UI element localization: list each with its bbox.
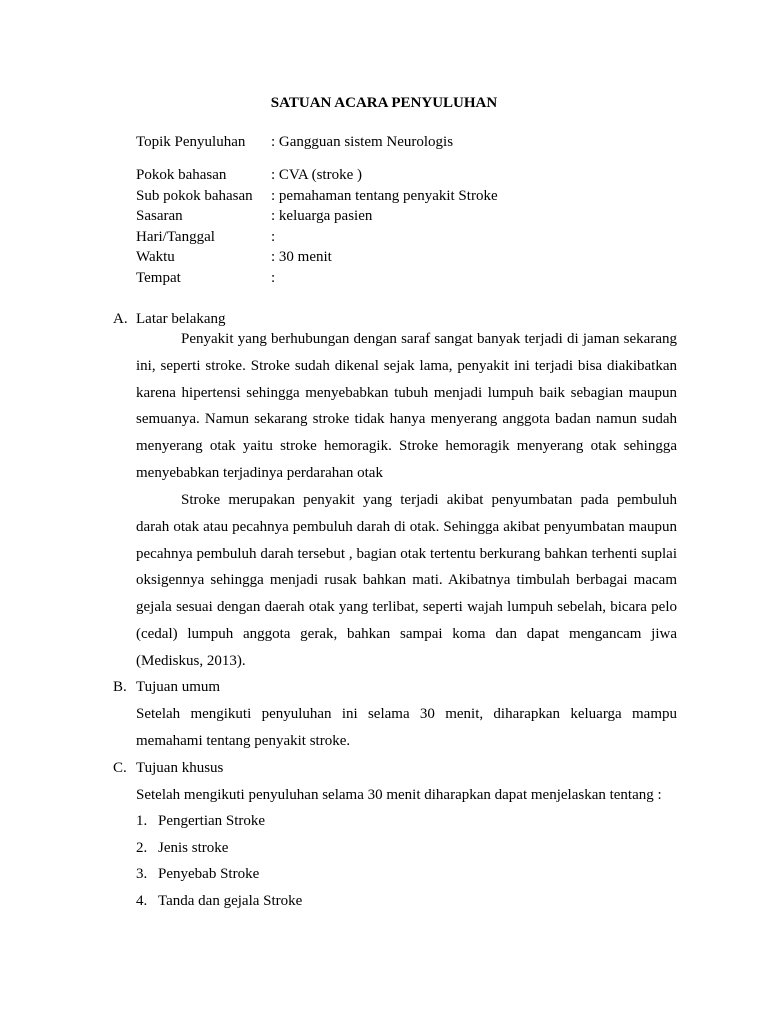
section-b-paragraph: [136, 701, 677, 755]
section-letter: B.: [113, 679, 127, 695]
section-a-paragraph-1: [136, 326, 677, 487]
text-line: Setelah mengikuti penyuluhan ini selama 30 menit, diharapkan keluarga mampu: [136, 706, 677, 722]
text-line: memahami tentang penyakit stroke.: [136, 732, 351, 749]
text-line: Penyakit yang berhubungan dengan saraf sangat banyak terjadi di jaman sekarang: [181, 331, 677, 347]
meta-value: : pemahaman tentang penyakit Stroke: [271, 188, 498, 204]
meta-row-tempat: [136, 268, 696, 288]
meta-row-sub-pokok-bahasan: [136, 186, 696, 206]
section-letter: A.: [113, 311, 128, 327]
meta-value: : Gangguan sistem Neurologis: [271, 134, 454, 150]
text-line: gejala sesuai dengan daerah otak yang terlibat, seperti wajah lumpuh sebelah, bicara pelo: [136, 599, 677, 616]
meta-value: : 30 menit: [271, 249, 332, 265]
list-number: 1.: [136, 813, 148, 829]
meta-label: Topik Penyuluhan: [136, 134, 246, 150]
list-item: [136, 811, 265, 831]
list-number: 2.: [136, 840, 148, 856]
list-item: [136, 891, 302, 911]
meta-value: : CVA (stroke ): [271, 167, 362, 183]
list-number: 4.: [136, 893, 148, 909]
text-line: (Mediskus, 2013).: [136, 652, 246, 669]
meta-label: Sub pokok bahasan: [136, 188, 253, 204]
text-line: (cedal) lumpuh anggota gerak, bahkan sampai koma dan dapat mengancam jiwa: [136, 625, 677, 642]
meta-value: :: [271, 270, 276, 286]
section-c-heading: [113, 758, 223, 778]
text-line: darah otak atau pecahnya pembuluh darah di otak. Sehingga akibat penyumbatan maupun: [136, 518, 677, 535]
list-text: Jenis stroke: [158, 840, 229, 856]
meta-label: Pokok bahasan: [136, 167, 227, 183]
section-title: Tujuan khusus: [136, 760, 224, 776]
text-line: Stroke merupakan penyakit yang terjadi akibat penyumbatan pada pembuluh: [181, 492, 677, 508]
document-title: SATUAN ACARA PENYULUHAN: [270, 95, 498, 111]
section-title: Tujuan umum: [136, 679, 221, 695]
meta-row-pokok-bahasan: [136, 165, 696, 185]
section-b-heading: [113, 677, 220, 697]
text-line: menyerang otak yaitu stroke hemoragik. Stroke hemoragik menyerang otak sehingga: [136, 438, 677, 455]
list-text: Penyebab Stroke: [158, 866, 260, 882]
section-a-paragraph-2: [136, 487, 677, 675]
meta-label: Sasaran: [136, 208, 183, 224]
section-letter: C.: [113, 760, 127, 776]
meta-label: Hari/Tanggal: [136, 229, 215, 245]
meta-row-waktu: [136, 247, 696, 267]
section-c-intro: Setelah mengikuti penyuluhan selama 30 menit diharapkan dapat menjelaskan tentang :: [136, 787, 662, 803]
meta-row-sasaran: [136, 206, 696, 226]
meta-row-hari-tanggal: [136, 227, 696, 247]
meta-value: :: [271, 229, 276, 245]
text-line: pecahnya pembuluh darah tersebut , bagian otak tertentu berkurang bahkan terhenti suplai: [136, 545, 677, 562]
text-line: semuanya. Namun sekarang stroke tidak hanya menyerang anggota badan namun sudah: [136, 411, 677, 428]
list-number: 3.: [136, 866, 148, 882]
section-title: Latar belakang: [136, 311, 226, 327]
meta-value: : keluarga pasien: [271, 208, 373, 224]
list-text: Tanda dan gejala Stroke: [158, 893, 303, 909]
meta-label: Tempat: [136, 270, 181, 286]
text-line: ini, seperti stroke. Stroke sudah dikenal sejak lama, penyakit ini terjadi bisa diakibatkan: [136, 357, 677, 374]
meta-row-topik: [136, 132, 696, 152]
text-line: oksigennya sehingga menjadi rusak bahkan mati. Akibatnya timbulah berbagai macam: [136, 572, 677, 589]
text-line: karena hipertensi sehingga menyebabkan tubuh menjadi lumpuh baik sebagian maupun: [136, 384, 677, 401]
meta-label: Waktu: [136, 249, 175, 265]
list-item: [136, 864, 259, 884]
list-text: Pengertian Stroke: [158, 813, 266, 829]
text-line: menyebabkan terjadinya perdarahan otak: [136, 464, 383, 481]
list-item: [136, 838, 228, 858]
